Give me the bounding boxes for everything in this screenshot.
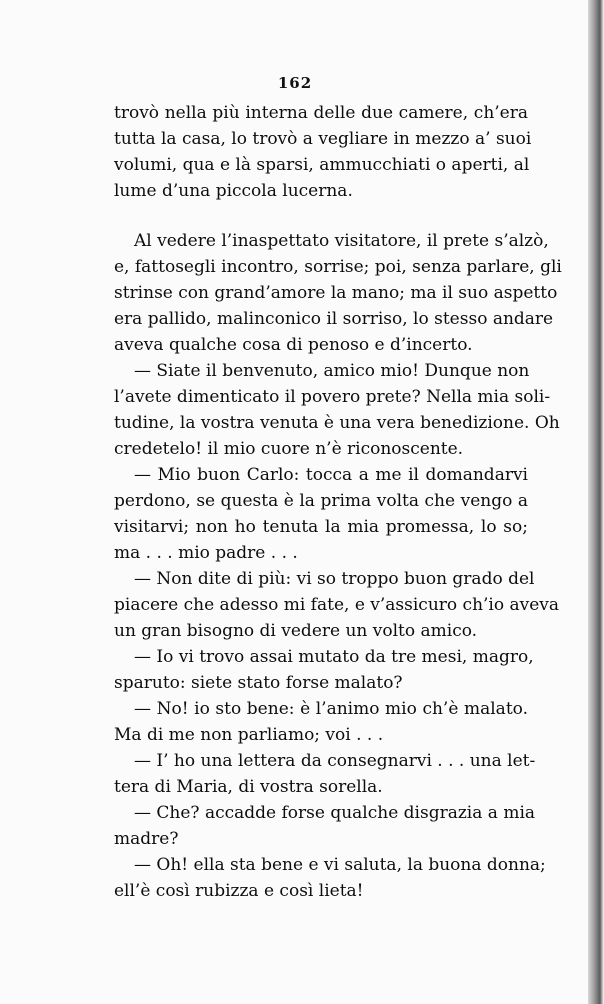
paragraph (114, 358, 560, 462)
page-number: 162 (277, 74, 313, 92)
text-line: un gran bisogno di vedere un volto amico. (114, 621, 478, 641)
text-line: madre? (114, 829, 179, 849)
text-line: aveva qualche cosa di penoso e d’incerto. (114, 335, 473, 355)
paragraph (114, 696, 528, 748)
text-line: perdono, se questa è la prima volta che vengo a (114, 491, 528, 511)
text-line: tutta la casa, lo trovò a vegliare in mezzo a’ suoi (114, 129, 532, 149)
page-text (114, 100, 562, 904)
text-line: l’avete dimenticato il povero prete? Nella mia soli- (114, 387, 551, 407)
text-line: — Che? accadde forse qualche disgrazia a mia (134, 803, 536, 823)
text-line: — Io vi trovo assai mutato da tre mesi, magro, (134, 647, 534, 667)
text-line: ma . . . mio padre . . . (114, 543, 298, 563)
paragraph-gap (114, 204, 528, 228)
paragraph (114, 100, 532, 204)
paragraph (114, 228, 562, 358)
text-line: — Mio buon Carlo: tocca a me il domandarvi (134, 465, 528, 485)
text-line: volumi, qua e là sparsi, ammucchiati o aperti, al (114, 155, 530, 175)
text-line: credetelo! il mio cuore n’è riconoscente. (114, 439, 464, 459)
paragraph (114, 800, 536, 852)
paragraph (114, 644, 534, 696)
text-line: — Oh! ella sta bene e vi saluta, la buona donna; (134, 855, 546, 875)
text-line: piacere che adesso mi fate, e v’assicuro ch’io aveva (114, 595, 560, 615)
text-line: e, fattosegli incontro, sorrise; poi, senza parlare, gli (114, 257, 562, 277)
text-line: sparuto: siete stato forse malato? (114, 673, 403, 693)
text-line: strinse con grand’amore la mano; ma il suo aspetto (114, 283, 558, 303)
book-spine-shadow (588, 0, 604, 1004)
text-line: Al vedere l’inaspettato visitatore, il prete s’alzò, (134, 231, 549, 251)
text-line: — Non dite di più: vi so troppo buon grado del (134, 569, 535, 589)
text-line: ell’è così rubizza e così lieta! (114, 881, 364, 901)
text-line: — No! io sto bene: è l’animo mio ch’è malato. (134, 699, 528, 719)
paragraph (114, 462, 528, 566)
paragraph (114, 748, 536, 800)
text-line: trovò nella più interna delle due camere, ch’era (114, 103, 528, 123)
text-line: lume d’una piccola lucerna. (114, 181, 353, 201)
text-line: era pallido, malinconico il sorriso, lo stesso andare (114, 309, 554, 329)
text-line: — Siate il benvenuto, amico mio! Dunque non (134, 361, 530, 381)
text-line: tera di Maria, di vostra sorella. (114, 777, 383, 797)
text-line: — I’ ho una lettera da consegnarvi . . . una let- (134, 751, 536, 771)
paragraph (114, 566, 560, 644)
text-line: tudine, la vostra venuta è una vera benedizione. Oh (114, 413, 560, 433)
paragraph (114, 852, 546, 904)
text-line: Ma di me non parliamo; voi . . . (114, 725, 384, 745)
text-line: visitarvi; non ho tenuta la mia promessa, lo so; (114, 517, 528, 537)
